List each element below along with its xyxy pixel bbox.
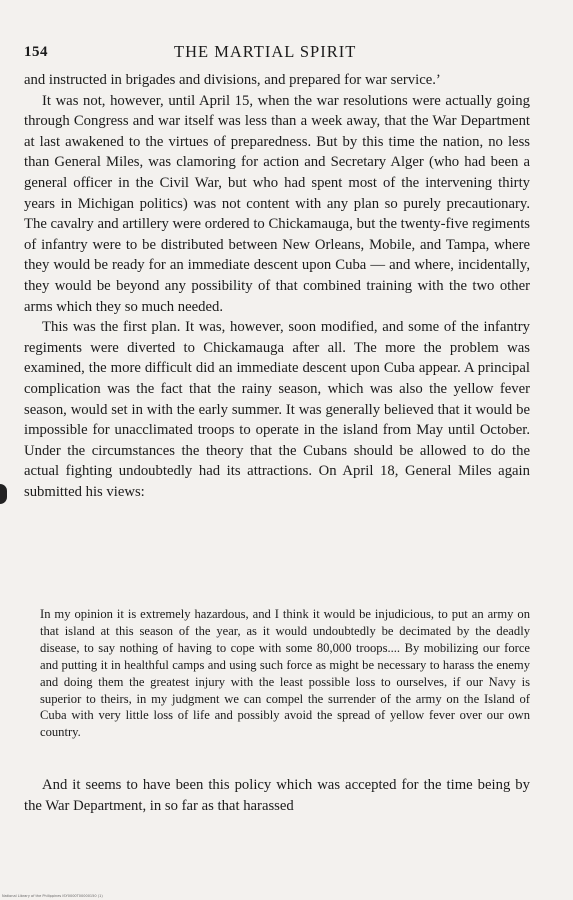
- page-number: 154: [24, 44, 48, 60]
- closing-text: [24, 775, 530, 816]
- scan-footer: National Library of the Philippines ISY0000T00000150 (1): [2, 894, 103, 898]
- paragraph: It was not, however, until April 15, when the war resolutions were actually going through Congress and war itself was less than a week away, that the War Department at last awakened to the virtues of preparedness. But by this time the nation, no less than General Miles, was clamoring for action and Secretary Alger (who had been a general officer in the Civil War, but who had spent most of the intervening thirty years in Michigan politics) was not content with any plan so purely precautionary. The cavalry and artillery were ordered to Chickamauga, but the twenty-five regiments of infantry were to be distributed between New Orleans, Mobile, and Tampa, where they would be ready for an immediate descent upon Cuba — and where, incidentally, they would be beyond any possibility of that combined training with the two other arms which they so much needed.: [24, 92, 530, 315]
- block-quote: [40, 606, 530, 741]
- paragraph: This was the first plan. It was, however, soon modified, and some of the infantry regiments were diverted to Chickamauga after all. The more the problem was examined, the more difficult did an immediate descent upon Cuba appear. A principal complication was the fact that the rainy season, which was also the yellow fever season, would set in with the early summer. It was generally believed that it would be impossible for unacclimated troops to operate in the island from May until October. Under the circumstances the theory that the Cubans should be allowed to do the actual fighting undoubtedly had its attractions. On April 18, General Miles again submitted his views:: [24, 319, 530, 500]
- paragraph: And it seems to have been this policy which was accepted for the time being by the War Department, in so far as that harassed: [24, 777, 530, 814]
- body-text: [24, 70, 530, 502]
- binding-mark: [0, 484, 7, 504]
- paragraph-continued: and instructed in brigades and divisions, and prepared for war service.’: [24, 72, 441, 88]
- page-header: [24, 44, 529, 66]
- running-title: THE MARTIAL SPIRIT: [174, 42, 357, 61]
- quote-text: In my opinion it is extremely hazardous, and I think it would be injudicious, to put an army on that island at this season of the year, as it would undoubtedly be decimated by the deadly disease, to say nothing of having to cope with some 80,000 troops.... By mobilizing our force and putting it in healthful camps and using such force as might be necessary to harass the enemy and doing them the greatest injury with the least possible loss to ourselves, if our Navy is superior to theirs, in my judgment we can compel the surrender of the army on the Island of Cuba with very little loss of life and possibly avoid the spread of yellow fever over our own country.: [40, 607, 530, 740]
